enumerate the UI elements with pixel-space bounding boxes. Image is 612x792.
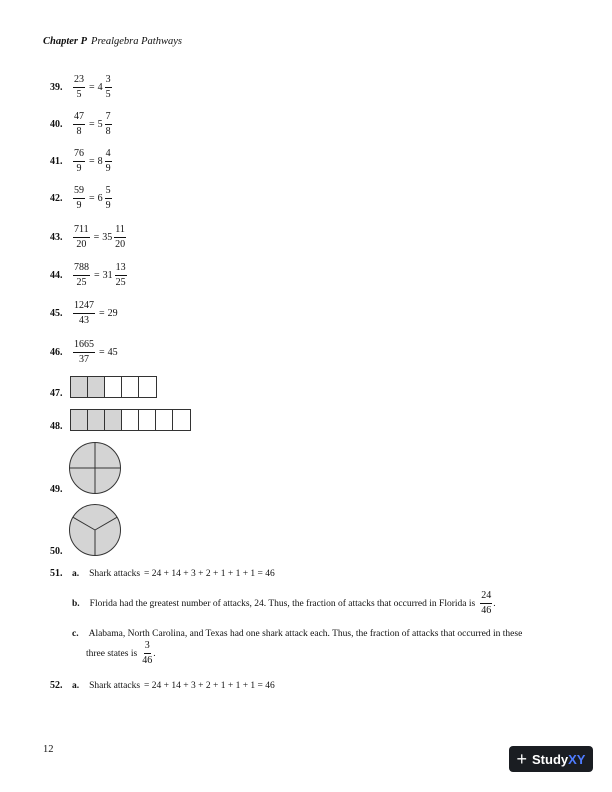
fraction-florida: $\frac{24}{46}$ <box>481 590 492 616</box>
running-header <box>43 36 182 47</box>
remainder-fraction: $\frac{11}{20}$ <box>115 224 126 250</box>
remainder-fraction: $\frac{3}{5}$ <box>105 74 111 100</box>
remainder-fraction: $\frac{7}{8}$ <box>105 111 111 137</box>
improper-fraction: $\frac{788}{25}$ <box>74 262 89 288</box>
remainder-fraction: $\frac{5}{9}$ <box>105 185 111 211</box>
bar-cell <box>139 410 156 430</box>
problem-42: 42. $\frac{59}{9}$ = 6 $\frac{5}{9}$ <box>50 185 111 211</box>
improper-fraction: $\frac{23}{5}$ <box>74 74 84 100</box>
problem-47-number: 47. <box>50 388 63 399</box>
problem-44: 44. $\frac{788}{25}$ = 31 $\frac{13}{25}$ <box>50 262 126 288</box>
problem-47-bar-model <box>70 376 157 398</box>
bar-cell <box>122 410 139 430</box>
page-number: 12 <box>43 744 54 755</box>
remainder-fraction: $\frac{13}{25}$ <box>115 262 126 288</box>
improper-fraction: $\frac{1665}{37}$ <box>74 339 94 365</box>
problem-52a: 52. a. Shark attacks = 24 + 14 + 3 + 2 + 1 + 1 + 1 = 46 <box>50 680 275 691</box>
problem-48-bar-model <box>70 409 191 431</box>
problem-50-number: 50. <box>50 546 63 557</box>
sum-expression: = 24 + 14 + 3 + 2 + 1 + 1 + 1 = 46 <box>144 680 275 691</box>
bar-cell-shaded <box>71 377 88 397</box>
bar-cell-shaded <box>88 410 105 430</box>
bar-cell-shaded <box>71 410 88 430</box>
plus-icon: + <box>516 749 528 769</box>
problem-40: 40. $\frac{47}{8}$ = 5 $\frac{7}{8}$ <box>50 111 111 137</box>
problem-43: 43. $\frac{711}{20}$ = 35 $\frac{11}{20}$ <box>50 224 126 250</box>
bar-cell <box>122 377 139 397</box>
problem-50-circle-thirds <box>68 503 122 557</box>
problem-48-number: 48. <box>50 421 63 432</box>
improper-fraction: $\frac{47}{8}$ <box>74 111 84 137</box>
fraction-three-states: $\frac{3}{46}$ <box>142 640 153 666</box>
improper-fraction: $\frac{59}{9}$ <box>74 185 84 211</box>
problem-41: 41. $\frac{76}{9}$ = 8 $\frac{4}{9}$ <box>50 148 111 174</box>
bar-cell-shaded <box>105 410 122 430</box>
studyxy-logo: + Study XY <box>509 746 593 772</box>
problem-51a: 51. a. Shark attacks = 24 + 14 + 3 + 2 + 1 + 1 + 1 = 46 <box>50 568 275 579</box>
bar-cell <box>139 377 156 397</box>
problem-51c-line1: c. Alabama, North Carolina, and Texas had one shark attack each. Thus, the fraction of attacks that occurred in these <box>72 629 523 639</box>
improper-fraction: $\frac{711}{20}$ <box>74 224 89 250</box>
improper-fraction: $\frac{1247}{43}$ <box>74 300 94 326</box>
problem-49-number: 49. <box>50 484 63 495</box>
bar-cell <box>105 377 122 397</box>
bar-cell <box>156 410 173 430</box>
sum-expression: = 24 + 14 + 3 + 2 + 1 + 1 + 1 = 46 <box>144 568 275 579</box>
bar-cell <box>173 410 190 430</box>
problem-45: 45. $\frac{1247}{43}$ = 29 <box>50 300 118 326</box>
bar-cell-shaded <box>88 377 105 397</box>
problem-46: 46. $\frac{1665}{37}$ = 45 <box>50 339 118 365</box>
remainder-fraction: $\frac{4}{9}$ <box>105 148 111 174</box>
problem-51b: b. Florida had the greatest number of attacks, 24. Thus, the fraction of attacks that occurred in Florida is $\frac{24}{46}$ . <box>72 590 496 616</box>
chapter-title: Prealgebra Pathways <box>91 36 182 47</box>
improper-fraction: $\frac{76}{9}$ <box>74 148 84 174</box>
chapter-label: Chapter P <box>43 36 88 47</box>
problem-51c-line2: three states is $\frac{3}{46}$ . <box>86 640 156 666</box>
problem-39: 39. $\frac{23}{5}$ = 4 $\frac{3}{5}$ <box>50 74 111 100</box>
problem-49-circle-quarters <box>68 441 122 495</box>
